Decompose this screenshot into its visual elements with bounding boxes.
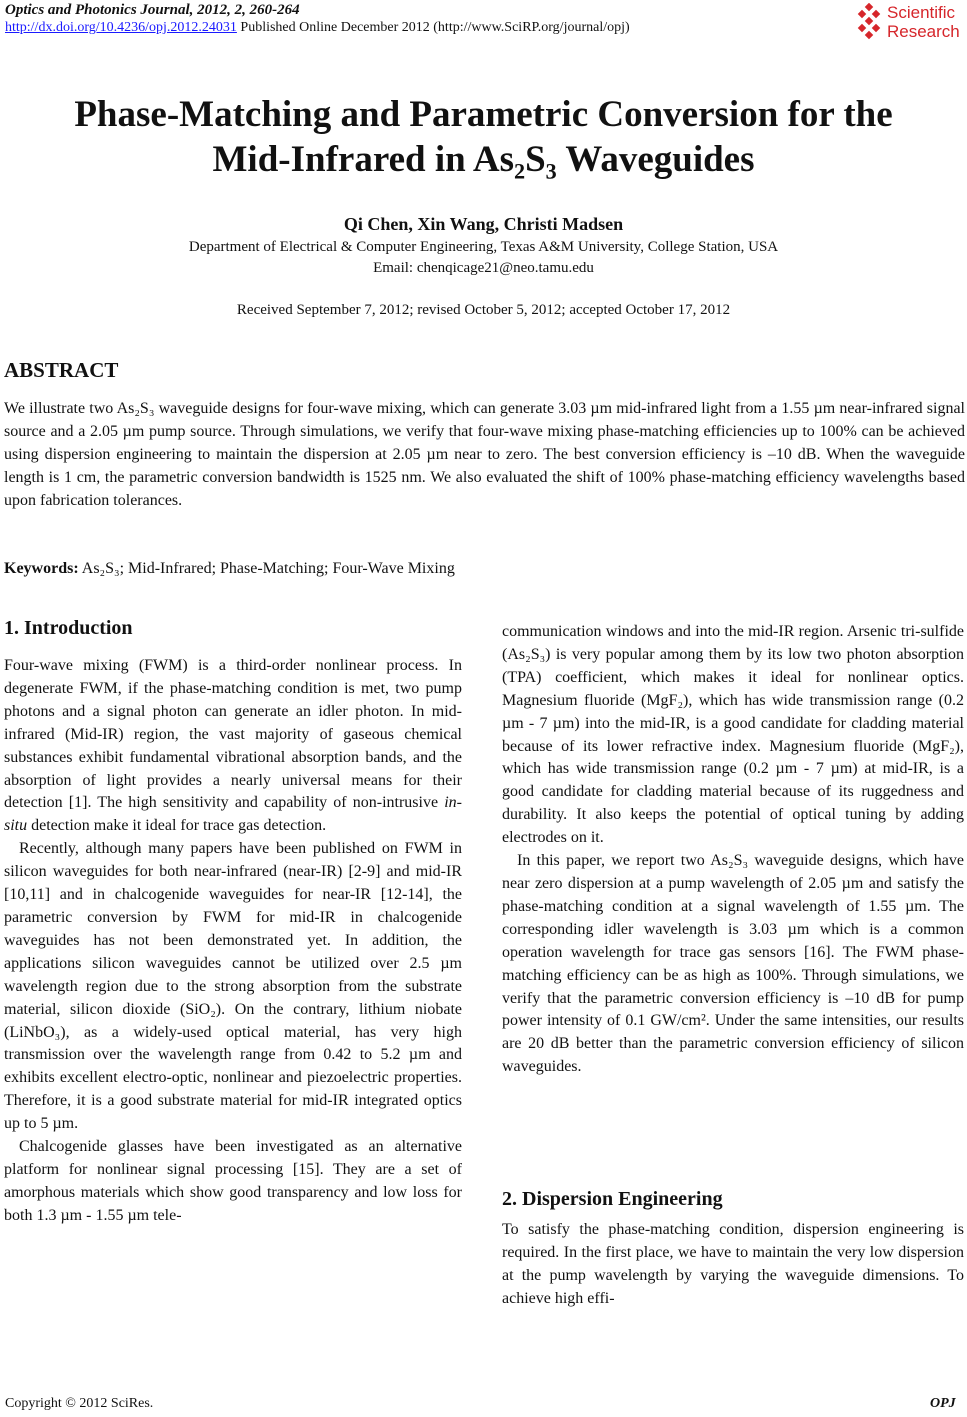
received-dates: Received September 7, 2012; revised October 5, 2012; accepted October 17, 2012 [236, 302, 731, 318]
email: Email: chenqicage21@neo.tamu.edu [373, 260, 594, 276]
section-heading-introduction: 1. Introduction [4, 617, 133, 639]
footer-copyright: Copyright © 2012 SciRes. [5, 1396, 154, 1411]
paragraph-text: detection make it ideal for trace gas detection. [27, 817, 327, 835]
doi-link[interactable]: http://dx.doi.org/10.4236/opj.2012.24031 [5, 20, 237, 35]
paragraph: In this paper, we report two As₂S₃ waveguide designs, which have near zero dispersion at a pump wavelength of 2.05 µm and satisfy the phase-matching condition at a signal wavelength of 1.55 µm. The corresponding idler wavelength is 3.03 µm which is a common operation wavelength for trace gas sensors [16]. The FWM phase-matching efficiency can be as high as 100%. Through simulations, we verify that the parametric conversion efficiency is –10 dB for pump power intensity of 0.1 GW/cm². Under the same intensities, our results are 20 dB better than the parametric conversion efficiency of silicon waveguides. [502, 852, 964, 1076]
logo-line-1: Scientific [887, 3, 956, 22]
doi-line [5, 20, 630, 36]
left-column [4, 655, 462, 1228]
right-column-section2 [502, 1219, 964, 1311]
journal-citation: Optics and Photonics Journal, 2012, 2, 260-264 [5, 2, 300, 18]
paragraph: Recently, although many papers have been published on FWM in silicon waveguides for both near-infrared (near-IR) [2-9] and mid-IR [10,11] and in chalcogenide waveguides for near-IR [12-14], the parametric conversion by FWM for mid-IR in chalcogenide waveguides has not been demonstrated yet. In addition, the applications silicon waveguides cannot be utilized over 2.5 µm wavelength region due to the strong absorption from the substrate material, silicon dioxide (SiO₂). On the contrary, lithium niobate (LiNbO₃), as a widely-used optical material, has very high transmission over the wavelength range from 0.42 to 5.2 µm and exhibits excellent electro-optic, nonlinear and piezoelectric properties. Therefore, it is a good substrate material for mid-IR integrated optics up to 5 µm. [4, 840, 462, 1133]
published-info: Published Online December 2012 (http://www.SciRP.org/journal/opj) [236, 20, 630, 35]
section-heading-dispersion: 2. Dispersion Engineering [502, 1188, 723, 1210]
paragraph: communication windows and into the mid-IR region. Arsenic tri-sulfide (As₂S₃) is very popular among them by its low two photon absorption (TPA) coefficient, which makes it ideal for nonlinear optics. Magnesium fluoride (MgF₂), which has wide transmission range (0.2 µm - 7 µm) into the mid-IR, is a good candidate for cladding material because of its lower refractive index. Magnesium fluoride (MgF₂), which has wide transmission range (0.2 µm - 7 µm) at mid-IR, is a good candidate for cladding material because of its ruggedness and durability. It also keeps the potential of optical tuning by adding electrodes on it. [502, 623, 964, 847]
title-line-2: Mid-Infrared in As₂S₃ Waveguides [212, 139, 755, 180]
keywords-text: As₂S₃; Mid-Infrared; Phase-Matching; Four-Wave Mixing [78, 560, 455, 577]
authors: Qi Chen, Xin Wang, Christi Madsen [343, 214, 624, 234]
paragraph: To satisfy the phase-matching condition, dispersion engineering is required. In the first place, we have to maintain the very low dispersion at the pump wavelength by varying the waveguide dimensions. To achieve high effi- [502, 1221, 964, 1307]
right-column [502, 621, 964, 1079]
logo-line-2: Research [887, 22, 960, 41]
paragraph [4, 655, 462, 838]
paragraph-text: Four-wave mixing (FWM) is a third-order nonlinear process. In degenerate FWM, if the phase-matching condition is met, two pump photons and a signal photon can generate an idler photon. In mid-infrared (Mid-IR) region, the vast majority of gaseous chemical substances exhibit fundamental vibrational absorption bands, and the absorption of light provides a nearly universal means for their detection [1]. The high sensitivity and capability of non-intrusive [4, 657, 462, 812]
paragraph: Chalcogenide glasses have been investigated as an alternative platform for nonlinear signal processing [15]. They are a set of amorphous materials which show good transparency and low loss for both 1.3 µm - 1.55 µm tele- [4, 1138, 462, 1224]
paper-title [0, 92, 967, 182]
keywords-label: Keywords: [4, 560, 79, 577]
abstract-heading: ABSTRACT [4, 358, 119, 382]
logo-mark-icon [853, 3, 885, 43]
affiliation: Department of Electrical & Computer Engineering, Texas A&M University, College Station, USA [188, 239, 779, 255]
publisher-logo [853, 3, 965, 43]
italic-term: in-situ [4, 794, 462, 835]
logo-text [887, 3, 960, 41]
keywords [4, 560, 455, 578]
footer-journal-abbr: OPJ [930, 1396, 956, 1411]
abstract-text: We illustrate two As₂S₃ waveguide designs for four-wave mixing, which can generate 3.03 µm mid-infrared light from a 1.55 µm near-infrared signal source and a 2.05 µm pump source. Through simulations, we verify that four-wave mixing phase-matching efficiencies up to 100% can be achieved using dispersion engineering to maintain the dispersion at 2.05 µm near to zero. The best conversion efficiency is –10 dB. When the waveguide length is 1 cm, the parametric conversion bandwidth is 1525 nm. We also evaluated the shift of 100% phase-matching efficiency wavelengths based upon fabrication tolerances. [4, 400, 965, 509]
title-line-1: Phase-Matching and Parametric Conversion for the [74, 94, 893, 135]
